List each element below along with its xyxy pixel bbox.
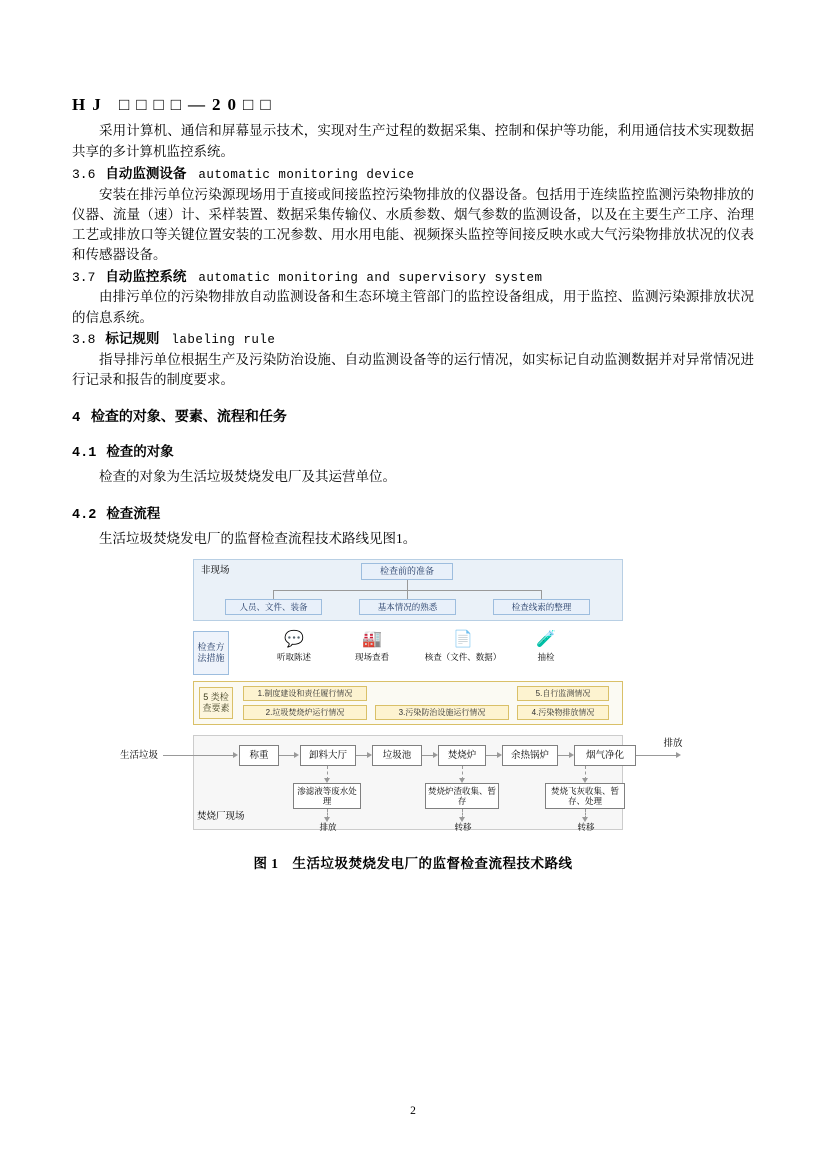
prep-branch-left [273,590,274,599]
term-3-6-title-cn: 自动监测设备 [105,165,187,181]
page-header [72,0,754,121]
process-node-5: 烟气净化 [574,745,636,766]
section-4-2-text: 生活垃圾焚烧发电厂的监督检查流程技术路线见图1。 [99,530,417,546]
prep-connector-vertical [407,580,408,590]
element-0: 1.制度建设和责任履行情况 [243,686,367,701]
method-item-0-label: 听取陈述 [276,652,311,663]
process-node-4: 余热锅炉 [502,745,558,766]
term-3-8-title-cn: 标记规则 [105,330,160,346]
flow-in-arrow [233,752,238,758]
element-4: 5.自行监测情况 [517,686,609,701]
process-node-3: 焚烧炉 [438,745,486,766]
sub-output-1: 转移 [454,822,472,833]
section-4-2-title: 检查流程 [106,505,161,521]
element-2: 3.污染防治设施运行情况 [375,705,509,720]
term-3-7-heading [72,267,754,288]
method-item-1-label: 现场查看 [354,652,389,663]
term-3-7-title-en: automatic monitoring and supervisory system [198,270,543,285]
prep-item-1: 基本情况的熟悉 [359,599,456,615]
term-3-8-text: 指导排污单位根据生产及污染防治设施、自动监测设备等的运行情况，如实标记自动监测数据并对异常情况进行记录和报告的制度要求。 [72,351,754,387]
factory-icon: 🏭 [362,631,382,649]
method-item-3 [518,631,574,675]
proc-arrow-0 [294,752,299,758]
method-item-1 [341,631,403,675]
figure-1-wrapper [72,559,754,872]
section-4-1-number: 4.1 [72,446,97,462]
sub-output-2: 转移 [577,822,595,833]
prep-branch-mid [407,590,408,599]
term-3-8-number: 3.8 [72,331,96,347]
offsite-label: 非现场 [201,565,230,577]
sub-node-1: 焚烧炉渣收集、暂存 [425,783,499,809]
flow-in-label [117,741,161,769]
flow-out-arrow [676,752,681,758]
section-4-heading [72,406,754,426]
method-item-0 [263,631,325,675]
process-node-1: 卸料大厅 [300,745,356,766]
term-3-7-title-cn: 自动监控系统 [105,268,187,284]
figure-1-caption: 图 1 生活垃圾焚烧发电厂的监督检查流程技术路线 [253,856,573,872]
onsite-label: 焚烧厂现场 [197,811,245,823]
document-icon: 📄 [453,631,473,649]
speech-icon: 💬 [284,631,304,649]
section-4-1-heading [72,440,754,461]
section-4-1-title: 检查的对象 [106,444,174,460]
sub-node-2: 焚烧飞灰收集、暂存、处理 [545,783,625,809]
section-4-2-number: 4.2 [72,507,97,523]
prep-item-2: 检查线索的整理 [493,599,590,615]
method-item-2-label: 核查（文件、数据） [424,652,502,663]
section-4-number: 4 [72,410,81,427]
section-4-1-text: 检查的对象为生活垃圾焚烧发电厂及其运营单位。 [99,469,396,485]
section-4-2-heading [72,502,754,523]
element-1: 2.垃圾焚烧炉运行情况 [243,705,367,720]
elements-tag: 5 类检查要素 [199,687,233,719]
term-3-6-heading [72,164,754,185]
flow-in-label-text: 生活垃圾 [119,749,158,761]
method-tag: 检查方法措施 [193,631,229,675]
sub-output-0: 排放 [319,822,337,833]
sample-icon: 🧪 [536,631,556,649]
term-3-8-heading [72,329,754,350]
term-3-6-title-en: automatic monitoring device [198,167,415,182]
prep-title-node: 检查前的准备 [361,563,453,580]
prep-branch-right [541,590,542,599]
element-3: 4.污染物排放情况 [517,705,609,720]
section-4-title: 检查的对象、要素、流程和任务 [90,410,287,426]
intro-paragraph: 采用计算机、通信和屏幕显示技术，实现对生产过程的数据采集、控制和保护等功能，利用通信技术实现数据共享的多计算机监控系统。 [72,123,754,159]
process-node-2: 垃圾池 [372,745,422,766]
flow-in-line [163,755,235,756]
standard-code: HJ □□□□—20□□ [72,95,278,114]
process-node-0: 称重 [239,745,279,766]
figure-1-diagram [113,559,713,834]
method-item-2 [413,631,513,675]
flow-out-line [636,755,678,756]
flow-out-label: 排放 [663,738,683,750]
term-3-7-number: 3.7 [72,269,96,285]
sub-node-0: 渗滤液等废水处理 [293,783,361,809]
term-3-6-number: 3.6 [72,166,96,182]
page-number: 2 [410,1105,416,1117]
term-3-8-title-en: labeling rule [171,332,276,347]
term-3-7-text: 由排污单位的污染物排放自动监测设备和生态环境主管部门的监控设备组成，用于监控、监测污染源排放状况的信息系统。 [72,289,754,325]
prep-item-0: 人员、文件、装备 [225,599,322,615]
term-3-6-text: 安装在排污单位污染源现场用于直接或间接监控污染物排放的仪器设备。包括用于连续监控监测污染物排放的仪器、流量（速）计、采样装置、数据采集传输仪、水质参数、烟气参数的监测设备，以及在主要生产工序、治理工艺或排放口等关键位置安装的工况参数、用水用电能、视频探头监控等间接反映水或大气污染物排放状况的仪表和传感器设备。 [72,186,754,263]
method-item-3-label: 抽检 [537,652,555,663]
